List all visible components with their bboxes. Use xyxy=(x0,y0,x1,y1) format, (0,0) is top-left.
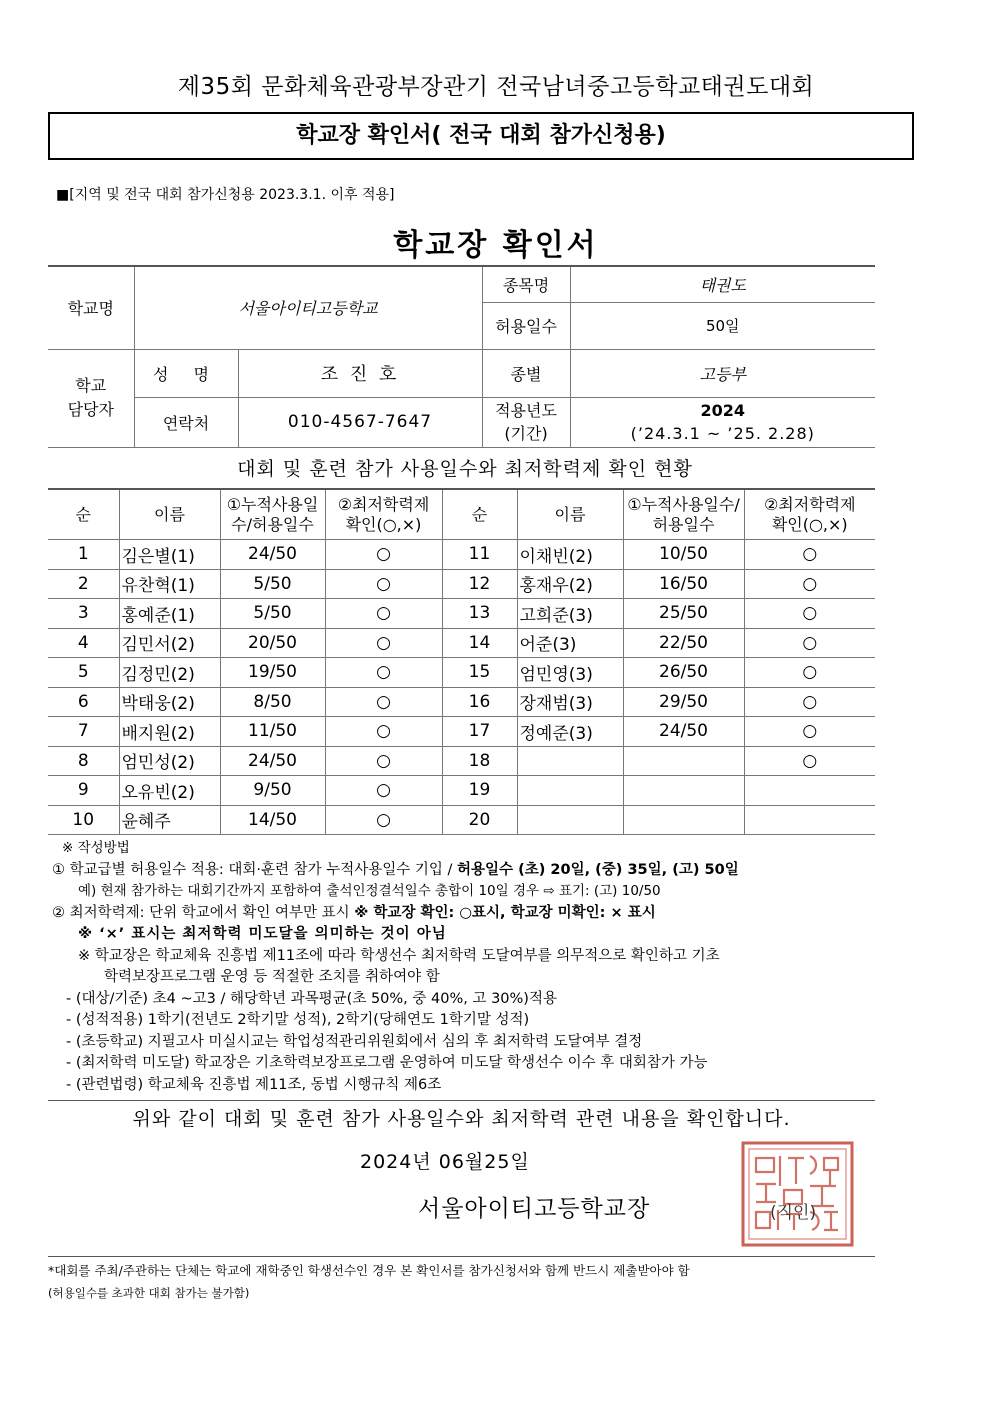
roster-cell-l-name: 오유빈(2) xyxy=(119,776,220,806)
roster-cell-r-no: 20 xyxy=(442,805,517,835)
roster-cell-r-no: 16 xyxy=(442,687,517,717)
roster-cell-l-ok: ○ xyxy=(325,658,442,688)
detail-2: - (성적적용) 1학기(전년도 2학기말 성적), 2학기(당해연도 1학기말 성적) xyxy=(66,1012,530,1028)
roster-cell-r-ok xyxy=(744,805,875,835)
roster-cell-r-no: 18 xyxy=(442,746,517,776)
roster-cell-l-ok: ○ xyxy=(325,776,442,806)
principal-signature: 서울아이티고등학교장 xyxy=(418,1196,651,1222)
roster-cell-r-no: 11 xyxy=(442,540,517,570)
roster-cell-r-days xyxy=(623,805,744,835)
official-seal-icon xyxy=(740,1140,855,1248)
roster-cell-l-days: 24/50 xyxy=(220,540,325,570)
roster-cell-r-name: 어준(3) xyxy=(517,628,623,658)
note-1-bold: 허용일수 (초) 20일, (중) 35일, (고) 50일 xyxy=(457,861,739,878)
roster-cell-l-days: 19/50 xyxy=(220,658,325,688)
footer-notes xyxy=(48,1256,875,1305)
detail-4: - (최저학력 미도달) 학교장은 기초학력보장프로그램 운영하여 미도달 학생선수 이수 후 대회참가 가능 xyxy=(66,1055,708,1071)
roster-cell-l-name: 배지원(2) xyxy=(119,717,220,747)
roster-cell-l-name: 홍예준(1) xyxy=(119,599,220,629)
header-confirm-right: ②최저학력제 확인(○,×) xyxy=(744,489,875,540)
note-4: ※ 학교장은 학교체육 진흥법 제11조에 따라 학생선수 최저학력 도달여부를 의무적으로 확인하고 기초 xyxy=(78,947,720,964)
detail-3: - (초등학교) 지필고사 미실시교는 학업성적관리위원회에서 심의 후 최저학력 도달여부 결정 xyxy=(66,1033,643,1050)
table-row xyxy=(48,628,875,658)
confirmation-title-box: 학교장 확인서( 전국 대회 참가신청용) xyxy=(48,112,914,160)
roster-cell-r-ok: ○ xyxy=(744,717,875,747)
roster-cell-r-ok: ○ xyxy=(744,599,875,629)
roster-cell-l-ok: ○ xyxy=(325,687,442,717)
roster-cell-l-ok: ○ xyxy=(325,569,442,599)
roster-cell-r-ok: ○ xyxy=(744,687,875,717)
note-4-cont: 학력보장프로그램 운영 등 적절한 조치를 취하여야 함 xyxy=(104,969,440,985)
header-no-right: 순 xyxy=(442,489,517,540)
seal-label: (직인) xyxy=(770,1203,817,1223)
note-1 xyxy=(52,860,892,882)
roster-cell-l-no: 8 xyxy=(48,746,119,776)
table-row xyxy=(48,540,875,570)
contact-label: 연락처 xyxy=(134,397,238,447)
roster-cell-r-name: 고희준(3) xyxy=(517,599,623,629)
roster-title: 대회 및 훈련 참가 사용일수와 최저학력제 확인 현황 xyxy=(237,458,693,480)
division-label: 종별 xyxy=(482,349,570,397)
note-2-bold: ※ 학교장 확인: ○표시, 학교장 미확인: × 표시 xyxy=(354,904,656,921)
roster-cell-r-no: 12 xyxy=(442,569,517,599)
roster-cell-l-ok: ○ xyxy=(325,717,442,747)
table-row xyxy=(48,599,875,629)
manager-label: 학교 담당자 xyxy=(48,349,134,447)
roster-cell-l-days: 14/50 xyxy=(220,805,325,835)
roster-cell-r-days: 22/50 xyxy=(623,628,744,658)
table-row xyxy=(48,687,875,717)
table-row xyxy=(48,717,875,747)
roster-cell-r-no: 17 xyxy=(442,717,517,747)
note-3: ※ ‘×’ 표시는 최저학력 미도달을 의미하는 것이 아님 xyxy=(78,926,447,942)
header-days-right: ①누적사용일수/ 허용일수 xyxy=(623,489,744,540)
confirmation-statement: 위와 같이 대회 및 훈련 참가 사용일수와 최저학력 관련 내용을 확인합니다. xyxy=(48,1100,875,1131)
roster-cell-l-days: 9/50 xyxy=(220,776,325,806)
roster-cell-l-no: 5 xyxy=(48,658,119,688)
header-days: ①누적사용일 수/허용일수 xyxy=(220,489,325,540)
roster-cell-l-ok: ○ xyxy=(325,599,442,629)
table-row xyxy=(48,569,875,599)
table-row xyxy=(48,746,875,776)
roster-cell-l-days: 5/50 xyxy=(220,599,325,629)
roster-cell-r-name: 엄민영(3) xyxy=(517,658,623,688)
roster-cell-l-days: 5/50 xyxy=(220,569,325,599)
roster-cell-l-ok: ○ xyxy=(325,746,442,776)
roster-cell-r-no: 14 xyxy=(442,628,517,658)
roster-cell-r-no: 15 xyxy=(442,658,517,688)
year-period xyxy=(570,397,875,447)
contact-value: 010-4567-7647 xyxy=(238,397,482,447)
roster-cell-r-ok xyxy=(744,776,875,806)
instructions xyxy=(52,838,892,1096)
roster-cell-r-no: 13 xyxy=(442,599,517,629)
allowed-days-value: 50일 xyxy=(570,302,875,349)
roster-cell-r-name xyxy=(517,776,623,806)
roster-cell-r-days xyxy=(623,746,744,776)
roster-cell-r-ok: ○ xyxy=(744,628,875,658)
note-1-example: 예) 현재 참가하는 대회기간까지 포함하여 출석인정결석일수 총합이 10일 경우 ⇨ 표기: (고) 10/50 xyxy=(78,883,661,899)
roster-cell-r-name xyxy=(517,746,623,776)
header-no: 순 xyxy=(48,489,119,540)
year-label: 적용년도 (기간) xyxy=(482,397,570,447)
roster-cell-r-days xyxy=(623,776,744,806)
detail-1: - (대상/기준) 초4 ~고3 / 해당학년 과목평균(초 50%, 중 40%, 고 30%)적용 xyxy=(66,990,557,1007)
roster-cell-l-no: 3 xyxy=(48,599,119,629)
roster-cell-l-no: 4 xyxy=(48,628,119,658)
roster-cell-l-name: 엄민성(2) xyxy=(119,746,220,776)
name-label: 성 명 xyxy=(134,349,238,397)
roster-cell-l-days: 8/50 xyxy=(220,687,325,717)
year-value: 2024 xyxy=(700,401,746,420)
roster-cell-r-name: 이채빈(2) xyxy=(517,540,623,570)
note-1-text: ① 학교급별 허용일수 적용: 대회·훈련 참가 누적사용일수 기입 / xyxy=(52,861,458,878)
footer-line-2: (허용일수를 초과한 대회 참가는 불가함) xyxy=(48,1286,250,1300)
roster-cell-r-days: 10/50 xyxy=(623,540,744,570)
period-value: (’24.3.1 ~ ’25. 2.28) xyxy=(630,424,815,443)
roster-cell-l-no: 6 xyxy=(48,687,119,717)
event-title: 제35회 문화체육관광부장관기 전국남녀중고등학교태권도대회 xyxy=(177,74,815,100)
roster-cell-l-no: 7 xyxy=(48,717,119,747)
roster-cell-r-name xyxy=(517,805,623,835)
header-name: 이름 xyxy=(119,489,220,540)
roster-cell-r-no: 19 xyxy=(442,776,517,806)
roster-cell-l-no: 10 xyxy=(48,805,119,835)
roster-cell-l-ok: ○ xyxy=(325,805,442,835)
footer-line-1: *대회를 주최/주관하는 단체는 학교에 재학중인 학생선수인 경우 본 확인서를 참가신청서와 함께 반드시 제출받아야 함 xyxy=(48,1263,690,1278)
roster-cell-l-name: 박태웅(2) xyxy=(119,687,220,717)
detail-5: - (관련법령) 학교체육 진흥법 제11조, 동법 시행규칙 제6조 xyxy=(66,1076,442,1093)
allowed-days-label: 허용일수 xyxy=(482,302,570,349)
roster-cell-l-name: 김정민(2) xyxy=(119,658,220,688)
roster-cell-r-name: 장재범(3) xyxy=(517,687,623,717)
issue-date: 2024년 06월25일 xyxy=(360,1151,530,1173)
note-2 xyxy=(52,903,892,925)
school-name-label: 학교명 xyxy=(48,266,134,349)
roster-cell-r-days: 29/50 xyxy=(623,687,744,717)
roster-cell-r-ok: ○ xyxy=(744,658,875,688)
apply-note: ■[지역 및 전국 대회 참가신청용 2023.3.1. 이후 적용] xyxy=(56,187,395,203)
roster-cell-l-no: 9 xyxy=(48,776,119,806)
header-name-right: 이름 xyxy=(517,489,623,540)
sport-value: 태권도 xyxy=(570,266,875,302)
roster-cell-l-name: 윤혜주 xyxy=(119,805,220,835)
school-name-value: 서울아이티고등학교 xyxy=(134,266,482,349)
roster-cell-l-name: 김은별(1) xyxy=(119,540,220,570)
roster-cell-r-days: 26/50 xyxy=(623,658,744,688)
name-value: 조 진 호 xyxy=(238,349,482,397)
roster-cell-l-ok: ○ xyxy=(325,628,442,658)
roster-cell-l-days: 24/50 xyxy=(220,746,325,776)
document-title: 학교장 확인서 xyxy=(393,228,599,263)
roster-cell-l-no: 2 xyxy=(48,569,119,599)
roster-cell-l-days: 20/50 xyxy=(220,628,325,658)
roster-cell-l-no: 1 xyxy=(48,540,119,570)
sport-label: 종목명 xyxy=(482,266,570,302)
roster-cell-r-ok: ○ xyxy=(744,746,875,776)
roster-cell-r-name: 홍재우(2) xyxy=(517,569,623,599)
roster-cell-l-name: 유찬혁(1) xyxy=(119,569,220,599)
table-row xyxy=(48,658,875,688)
table-row xyxy=(48,805,875,835)
school-info-table xyxy=(48,265,875,448)
roster-cell-r-name: 정예준(3) xyxy=(517,717,623,747)
roster-cell-l-ok: ○ xyxy=(325,540,442,570)
roster-cell-r-days: 16/50 xyxy=(623,569,744,599)
roster-cell-r-days: 25/50 xyxy=(623,599,744,629)
header-confirm: ②최저학력제 확인(○,×) xyxy=(325,489,442,540)
roster-cell-r-days: 24/50 xyxy=(623,717,744,747)
roster-cell-r-ok: ○ xyxy=(744,569,875,599)
notes-heading: ※ 작성방법 xyxy=(62,840,130,856)
roster-cell-r-ok: ○ xyxy=(744,540,875,570)
table-row xyxy=(48,776,875,806)
roster-cell-l-name: 김민서(2) xyxy=(119,628,220,658)
roster-table xyxy=(48,488,875,835)
division-value: 고등부 xyxy=(570,349,875,397)
note-2-text: ② 최저학력제: 단위 학교에서 확인 여부만 표시 xyxy=(52,904,355,921)
roster-cell-l-days: 11/50 xyxy=(220,717,325,747)
